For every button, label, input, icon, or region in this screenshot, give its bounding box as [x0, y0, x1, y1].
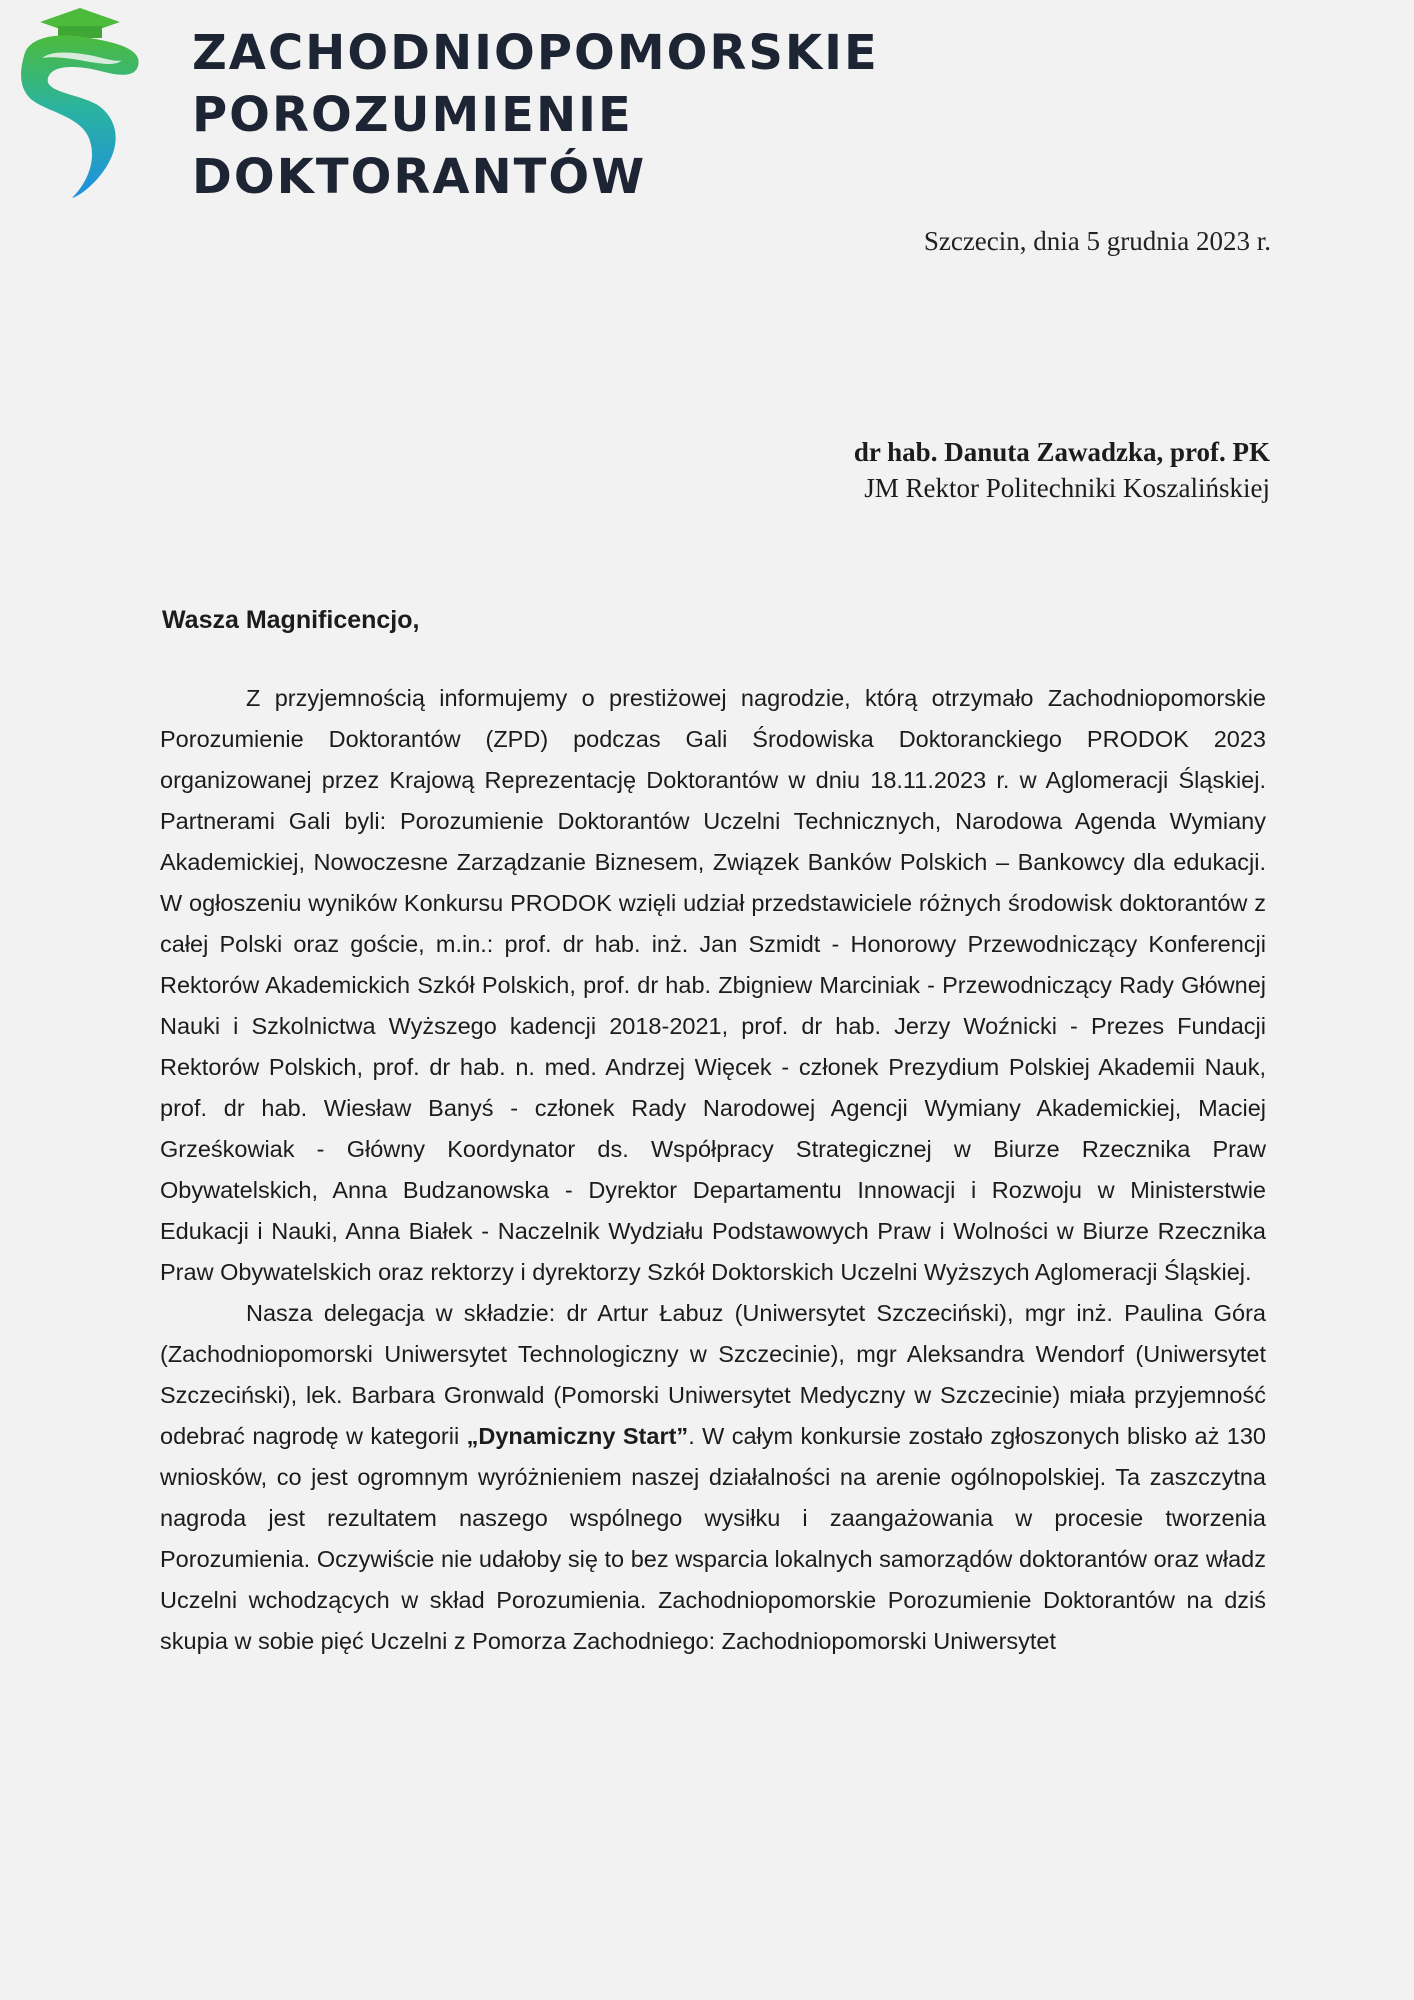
organization-name-line: ZACHODNIOPOMORSKIE [192, 25, 879, 81]
paragraph-text: . W całym konkursie zostało zgłoszonych blisko aż 130 wniosków, co jest ogromnym wyróżnieniem naszej działalności na arenie ogólnopolskiej. Ta zaszczytna nagroda jest rezultatem naszego wspólnego wysiłku i zaangażowania w procesie tworzenia Porozumienia. Oczywiście nie udałoby się to bez wsparcia lokalnych samorządów doktorantów oraz władz Uczelni wchodzących w skład Porozumienia. Zachodniopomorskie Porozumienie Doktorantów na dziś skupia w sobie pięć Uczelni z Pomorza Zachodniego: Zachodniopomorski Uniwersytet [160, 1423, 1266, 1654]
paragraph-text: Nasza delegacja w składzie: dr Artur Łabuz (Uniwersytet Szczeciński), mgr inż. Paulina Góra (Zachodniopomorski Uniwersytet Technologiczny w Szczecinie), mgr Aleksandra Wendorf (Uniwersytet Szczeciński), lek. Barbara Gronwald (Pomorski Uniwersytet Medyczny w Szczecinie) miała przyjemność odebrać nagrodę w kategorii [160, 1300, 1266, 1449]
award-category: „Dynamiczny Start” [466, 1423, 689, 1449]
zpd-logo-icon [18, 8, 148, 203]
organization-name-line: DOKTORANTÓW [192, 149, 647, 205]
salutation: Wasza Magnificencjo, [162, 606, 420, 634]
letter-date: Szczecin, dnia 5 grudnia 2023 r. [923, 226, 1271, 256]
letter-body [160, 678, 1266, 1662]
organization-name [192, 22, 879, 208]
addressee-name: dr hab. Danuta Zawadzka, prof. PK [853, 437, 1270, 467]
body-paragraph-2 [160, 1293, 1266, 1662]
organization-name-line: POROZUMIENIE [192, 87, 633, 143]
addressee-role: JM Rektor Politechniki Koszalińskiej [864, 473, 1270, 503]
body-paragraph-1: Z przyjemnością informujemy o prestiżowej nagrodzie, którą otrzymało Zachodniopomorskie Porozumienie Doktorantów (ZPD) podczas Gali Środowiska Doktoranckiego PRODOK 2023 organizowanej przez Krajową Reprezentację Doktorantów w dniu 18.11.2023 r. w Aglomeracji Śląskiej. Partnerami Gali byli: Porozumienie Doktorantów Uczelni Technicznych, Narodowa Agenda Wymiany Akademickiej, Nowoczesne Zarządzanie Biznesem, Związek Banków Polskich – Bankowcy dla edukacji. W ogłoszeniu wyników Konkursu PRODOK wzięli udział przedstawiciele różnych środowisk doktorantów z całej Polski oraz goście, m.in.: prof. dr hab. inż. Jan Szmidt - Honorowy Przewodniczący Konferencji Rektorów Akademickich Szkół Polskich, prof. dr hab. Zbigniew Marciniak - Przewodniczący Rady Głównej Nauki i Szkolnictwa Wyższego kadencji 2018-2021, prof. dr hab. Jerzy Woźnicki - Prezes Fundacji Rektorów Polskich, prof. dr hab. n. med. Andrzej Więcek - członek Prezydium Polskiej Akademii Nauk, prof. dr hab. Wiesław Banyś - członek Rady Narodowej Agencji Wymiany Akademickiej, Maciej Grześkowiak - Główny Koordynator ds. Współpracy Strategicznej w Biurze Rzecznika Praw Obywatelskich, Anna Budzanowska - Dyrektor Departamentu Innowacji i Rozwoju w Ministerstwie Edukacji i Nauki, Anna Białek - Naczelnik Wydziału Podstawowych Praw i Wolności w Biurze Rzecznika Praw Obywatelskich oraz rektorzy i dyrektorzy Szkół Doktorskich Uczelni Wyższych Aglomeracji Śląskiej. [160, 685, 1266, 1285]
addressee-block [854, 434, 1270, 506]
